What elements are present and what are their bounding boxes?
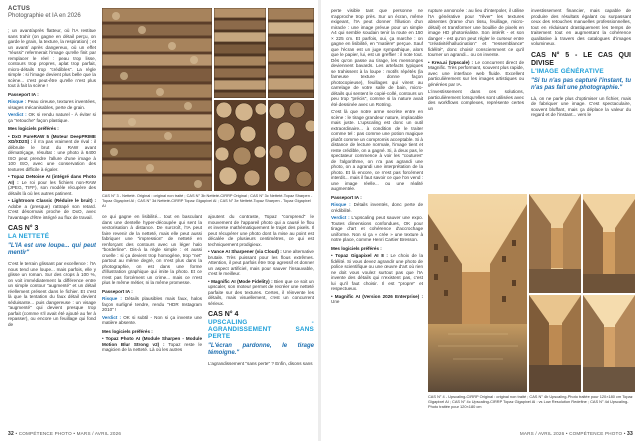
case-4-body-2: C'est là que notre arme secrète entre en scène : le tirage grandeur nature, implacable mais juste. L'upscaling est donc un outil extraordinaire... à condition de le traiter comme tel : pas comme une potion magique plutôt comme un compromis acceptable. Si à distance de lecture normale, l'image tient et reste crédible, on a gagné. Si, à deux pas, le spectateur commence à voir les "coutures" de l'algorithme, on n'a pas agrandi une photo, on a agrandi une interprétation de la photo. Et là encore, ce n'est pas forcément interdit... mais il faut savoir ce que l'on vend : une image réelle... ou une réalité augmentée. [331, 109, 423, 191]
woodpile-photo-crop-4 [268, 100, 314, 191]
software-heading: Mes logiciels préférés : [8, 126, 59, 131]
case-5-body: Là, on ne parle plus d'optimiser un fichier, mais de fabriquer une image. C'est spectaculaire, souvent bluffant, mais ça déplace la valeur du regard et de l'instant... vers le [531, 95, 631, 117]
venice-canal-photo-crop-4 [583, 295, 635, 392]
case-4-body: L'agrandissement "sans perte" ? Enfin, disons sans [208, 361, 313, 366]
risk-line: Risque : Détails plausibles mais faux, halos façon surligné tendre, rendu "HDR Instagram 2010" ! [102, 296, 202, 312]
case-4-quote: "L'écran pardonne, le tirage témoigne." [208, 343, 314, 356]
woodpile-photo-crop-2 [268, 8, 314, 98]
case-4-subtitle: UPSCALING - AGRANDISSEMENT SANS PERTE [208, 319, 314, 340]
passport-heading: Passeport IA : [8, 91, 39, 97]
software-item: • Vance AI Sharpener (via Cloud) : Une alternative brutale. Très puissant pour les flous extrêmes. Attention, il peut parfois être trop agressif et donner un aspect artificiel, mais pour sauver l'insauvable, c'est le meilleur. [208, 249, 314, 276]
case-3-quote: "L'IA est une loupe... qui peut mentir" [8, 243, 96, 256]
software-item: • Topaz Gigapixel AI 8 : Le choix de la fidélité. Si vous devez agrandir une photo de police scientifique ou une œuvre d'art où rien ne doit vous voulez surtout pas que l'IA invente des détails qui n'existent pas, c'est lui qu'il faut choisir. Il est "propre" et respectueux. [331, 253, 423, 291]
case-4-heading: CAS N° 4 [208, 311, 239, 318]
software-item: • Lightroom Classic (Réduire le bruit) : Adobe a (presque) rattrapé son retard. C'est désormais proche de DxO, avec l'avantage d'être intégré au flux de travail. [8, 198, 96, 220]
case-3-body-continued: ce qui gagne en lisibilité... tout en basculant dans une dentelle hyper-découpée qui sent la vectorisation à distance. De surcroît, l'IA peut faire revenir de la netteté, mais elle peut aussi fabriquer une "impression" de netteté en renforçant des contours avec un léger halo "borderline". Dis-à la règle simple : et aussi cruelle : si ça devient trop homogène, trop "net" partout au même degré, on n'est plus dans la photographie, on est dans une forme d'illustration graphique qui imite la photo. Et ce n'est pas forcément un crime... mais ce n'est plus le même métier, ni la même promesse. [102, 214, 202, 285]
woodpile-photo-main [102, 8, 212, 191]
right-column-1 [331, 8, 423, 426]
left-column-3 [208, 214, 314, 426]
risk-line: Risque : Peau cireuse, textures inventées, visages mécanisables, perte de grain. [8, 99, 96, 110]
verdict-line: Verdict : OK si rendu naturel - À éviter si ça "retouche" façon plastique. [8, 112, 96, 123]
woodpile-photo-crop-1 [214, 8, 266, 98]
left-column-1 [8, 28, 96, 426]
software-body: rupture annoncée : au lieu d'interpoler, il utilise l'IA générative pour "rêver" les textures absentes (trame d'un tissu, feuillage, micro-détail) et transformer une bouillie de pixels en image HD photoréaliste. Son intérêt - et son danger - est qu'on peut régler le curseur entre "créativité/hallucination" et "ressemblance" fidélité", donc choisir consciemment ce qu'il tourner un agrandi... ou on invente. [428, 8, 524, 57]
right-column-2 [428, 8, 524, 188]
right-column-3 [531, 8, 631, 188]
case-4-caption: CAS N° 4 - Upscaling-CIRRP Original : original non traité ; CAS N° 4b Upscaling-Photo traitée pour 120×180 cm Topaz Gigapixel AI ; CAS N° 4c Upscaling-CIRRP Topaz Gigapixel AI : vs Low Resolution Redefine ; CAS N° 4d Upscaling-Photo traitée pour 120×180 cm [428, 395, 633, 409]
verdict-line: Verdict : L'upscaling peut sauver une expo. Toutes dimensions confondues, OK pour tirage d'art et cohérence d'accrochage uniforme. Non si ça « crée » une texture à notre place, comme Henri Cartier Bresson. [331, 215, 423, 242]
investment-paragraph-continued: investissement financier, mais capable de produire des résultats égalant ou surpassant ceux des retouches manuelles professionnelles, tout en réduisant drastiquement les temps de traitement tout en augmentant la cohérence qualitative à travers des catalogues d'images volumineux. [531, 8, 631, 46]
left-page [0, 0, 318, 441]
venice-canal-photo-main [428, 194, 527, 392]
right-page [321, 0, 639, 441]
case-5-subtitle: L'IMAGE GÉNÉRATIVE [531, 67, 604, 75]
page-rubric [8, 6, 81, 20]
venice-canal-photo-crop-1 [529, 194, 581, 293]
folio-text: MARS / AVRIL 2026 • COMPÉTENCE PHOTO • [519, 431, 626, 436]
software-heading: Mes logiciels préférés : [102, 328, 153, 334]
software-item: • Krea.ai (Upscale) : Le concurrent direct de Magnific. Très performant, souvent plus rapide, avec une interface web fluide. Excellent particulièrement sur les images artistiques ou générées par IA. [428, 59, 524, 87]
software-item: • Topaz DeNoise AI (intégré dans Photo AI) : Le roi pour les fichiers non-RAW (JPEG, TIFF), son modèle récupère des détails là où les autres patinent. [8, 174, 96, 196]
venice-canal-photo-crop-3 [529, 295, 581, 392]
software-body: ajoutent du contraste, Topaz "comprend" le mouvement de l'appareil photo qui a causé le flou et inverse mathématiquement le trajet des pixels. Il peut récupérer une photo dont la mise au point est décalée de plusieurs centimètres, ce qui est techniquement prodigieux. [208, 214, 314, 247]
software-item: • DxO PureRAW 5 (Moteur DeepPRIME XD/XD2S) : il n'a pas vraiment de rival : il débruite le brut du RAW avant dématriçage, résultat : une photo à 6400 ISO peut prendre l'allure d'une image à 100 ISO, avec une conservation des textures difficile à égaler. [8, 133, 96, 172]
case-3-caption: CAS N° 3 - Netteté. Original : original non traité ; CAS N° 3b Netteté-CIRRP Original ; CAS N° 3c Netteté-Topaz Sharpen - Topaz Gigapixel AI ; CAS N° 3d Netteté-CIRRP Topaz Gigapixel AI ; CAS N° 3e Netteté-Topaz Sharpen - Topaz Gigapixel AI [102, 194, 313, 208]
passport-heading: Passeport IA : [331, 194, 362, 200]
software-item: • Topaz Photo AI (Module Sharpen - Module Motion Blur Strong v2) : Topaz reste le magicien de la netteté. Là où les autres [102, 336, 202, 352]
passport-heading: Passeport IA : [102, 288, 133, 294]
page-number: 32 [8, 431, 14, 437]
right-folio [520, 431, 633, 437]
left-folio [8, 431, 121, 437]
rubric-label: ACTUS [8, 6, 31, 12]
case-3-heading: CAS N° 3 [8, 225, 39, 232]
case-5-quote: "Si tu n'as pas capturé l'instant, tu n'as pas fait une photographie." [531, 77, 631, 91]
risk-line: Risque : Détails inventés, donc perte de crédibilité. [331, 202, 423, 213]
page-number: 33 [627, 431, 633, 437]
case-5-heading: CAS N° 5 - LE CAS QUI DIVISE [531, 51, 631, 67]
investment-paragraph: L'investissement dans ces solutions, particulièrement lorsqu'elles sont utilisées avec des workflows complexes, représente certes un [428, 89, 524, 111]
software-item: • Magnific AI (Mode Fidelity) : Bien que ce soit un upscaler, son moteur permet de recréer une netteté parfaite sur des textures. Certes, il réinvente les détails, mais visuellement, c'est un concurrent sérieux. [208, 278, 314, 306]
software-heading: Mes logiciels préférés : [331, 245, 382, 251]
woodpile-photo-crop-3 [214, 100, 266, 191]
left-column-2 [102, 214, 202, 426]
case-3-body: C'est le terrain glissant par excellence : l'IA nous tend une loupe... mais parfois, elle y glisse un roman. Sur des crops à 100 %, on voit immédiatement la différence entre un simple contour "augmenté" et un détail réellement présent dans le fichier. Et c'est là que la tentation du faux détail devient séduisante... puis dangereuse : un visage "augmenté" qui devient presque trop parfait (comme s'il avait été ajouté au fer à repasser), ou encore un feuillage qui fond de [8, 261, 96, 327]
verdict-line: Verdict : OK si subtil - Non si ça invente une matière absente. [102, 314, 202, 325]
rubric-section: Photographie et IA en 2026 [8, 13, 81, 19]
case-3-subtitle: LA NETTETÉ [8, 233, 50, 240]
case-4-body-continued: perte visible tant que personne ne s'approche trop près. Sur un écran, même exigeant, l'IA peut donner l'illusion d'un miracle : une image prévue pour un simple A4 qui semble soudain tenir la route en 150 × 225 cm. Et parfois, oui, ça marche : on gagne en lisibilité, en "matière" perçue. Sauf que l'écran est un juge sympathique, alors que le papier, lui, est un greffier : il note tout. Dès qu'on passe au tirage, les mensonges deviennent bavards. Les artefacts typiques se trahissent à la loupe : motifs répétés (la fameuse texture donne façon photocopieuse), feuillages qui virent au carrelage de votre salle de bain, micro-détails qui sentent le copié-collé, contours un peu trop "précis", comme si la nature avait été dessinée avec un Rotring. [331, 8, 423, 107]
software-item: • Magnific AI (Version 2026 Enterprise) : Une [331, 293, 423, 304]
folio-text: • COMPÉTENCE PHOTO • MARS / AVRIL 2026 [15, 431, 122, 436]
intro-paragraph: ; un avant/après flatteur, où l'IA restitue sans trahir (on gagne en détail perçu, on garde le grain, la texture, la respiration) ; et un avant/ après dangereux, où un effet "réussi" refermerait l'image qu'elle finit par remplacer le réel : peau trop lisse, contours trop propres, aplat trop parfait, micro-détails trop "crédibles". La règle simple : si l'image devient plus belle que la scène... c'est peut-être qu'elle n'est plus tout à fait la scène ! [8, 28, 96, 88]
venice-canal-photo-crop-2 [583, 194, 635, 293]
